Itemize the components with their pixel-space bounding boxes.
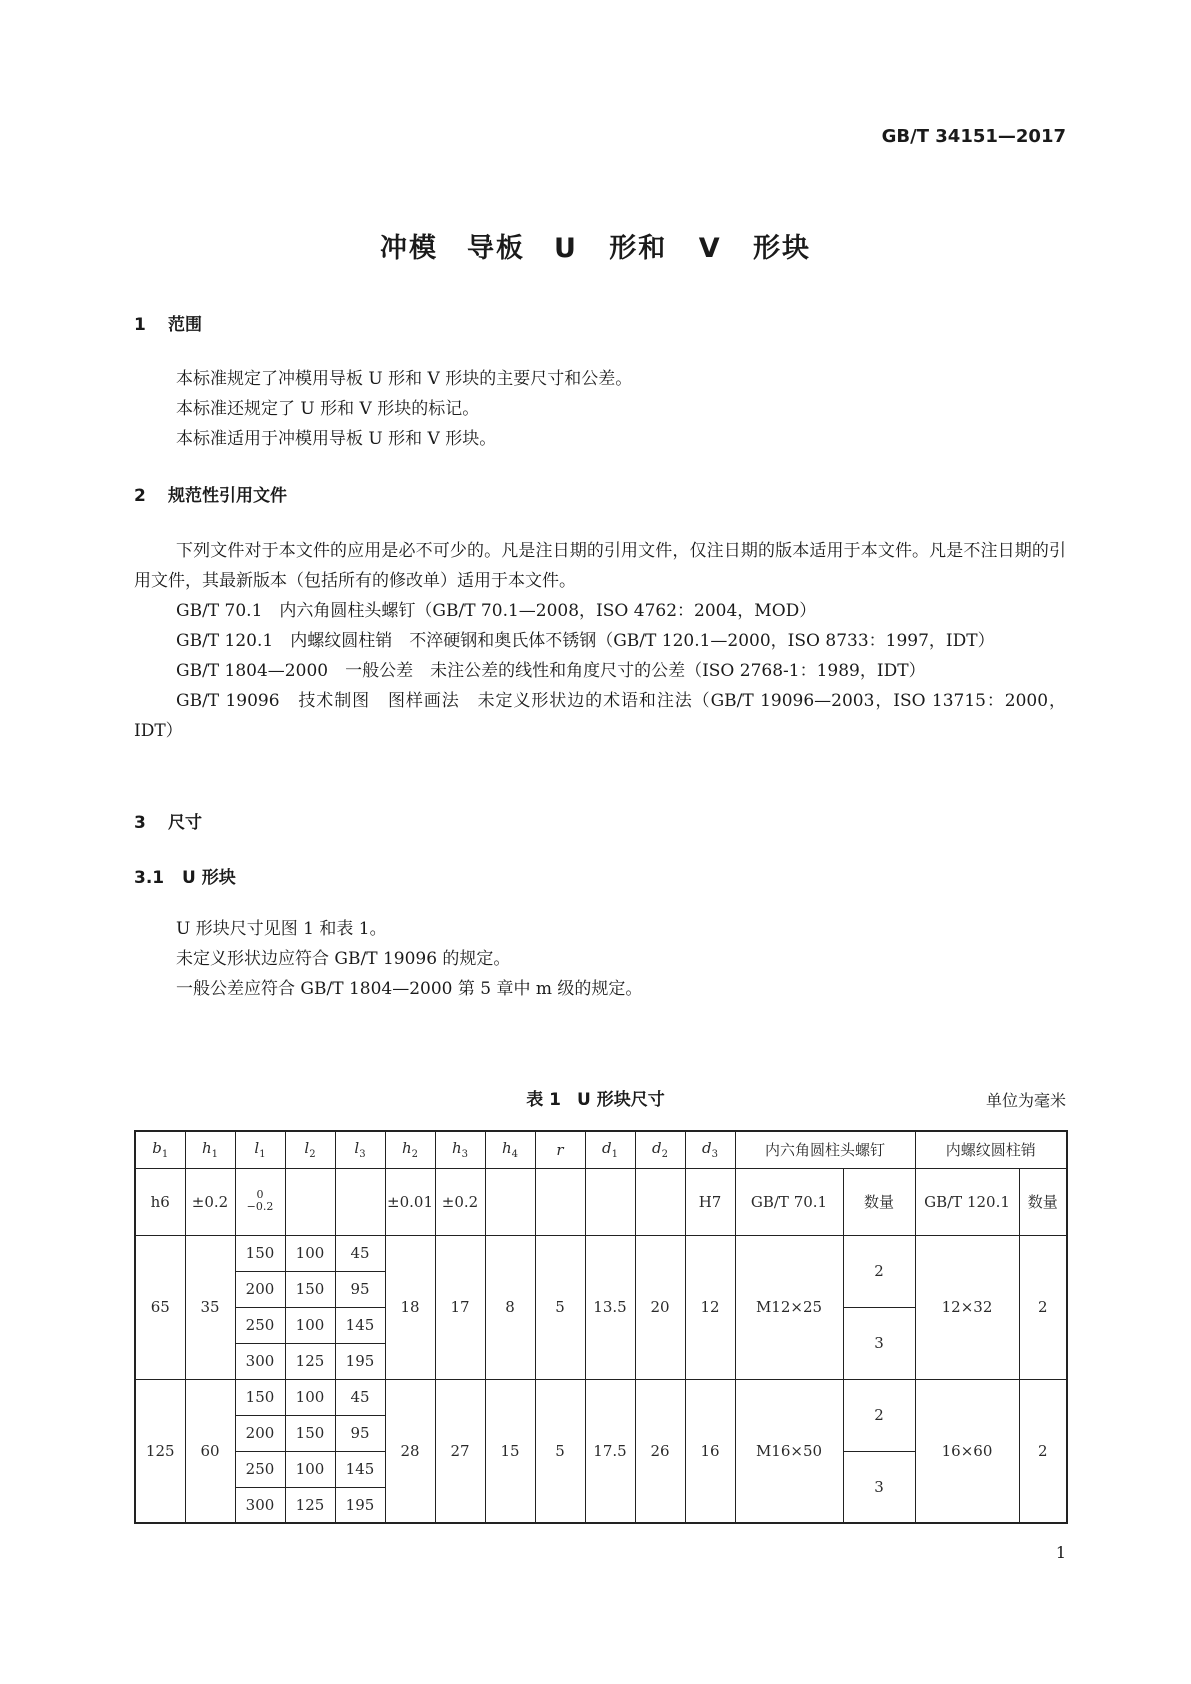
col-d3: $d_3$: [685, 1131, 735, 1168]
table-row: 250 100 145 3: [135, 1451, 1067, 1487]
tol-h2: ±0.01: [385, 1168, 435, 1235]
reference-item: GB/T 70.1 内六角圆柱头螺钉（GB/T 70.1—2008，ISO 4762：2004，MOD）: [176, 601, 817, 621]
table-header-row: [135, 1131, 1067, 1168]
section-title: U 形块: [182, 868, 236, 888]
tol-l2: [285, 1168, 335, 1235]
pin-quantity-header: 数量: [1019, 1168, 1067, 1235]
paragraph: U 形块尺寸见图 1 和表 1。: [176, 919, 387, 939]
reference-item: GB/T 120.1 内螺纹圆柱销 不淬硬钢和奥氏体不锈钢（GB/T 120.1—2000，ISO 8733：1997，IDT）: [176, 631, 995, 651]
col-r: r: [535, 1131, 585, 1168]
section-2-heading: [134, 481, 287, 506]
section-1-heading: [134, 310, 202, 335]
tol-h4: [485, 1168, 535, 1235]
tol-d3: H7: [685, 1168, 735, 1235]
section-number: 2: [134, 486, 146, 506]
table-row: 300 125 195: [135, 1487, 1067, 1523]
paragraph: 本标准规定了冲模用导板 U 形和 V 形块的主要尺寸和公差。: [176, 369, 633, 389]
group-pin-header: 内螺纹圆柱销: [915, 1131, 1067, 1168]
col-l2: $l_2$: [285, 1131, 335, 1168]
col-d2: $d_2$: [635, 1131, 685, 1168]
table-row: 65 35 150 100 45 18 17 8 5 13.5 20 12 M12×25 2 12×32 2: [135, 1235, 1067, 1271]
table-row: 200 150 95: [135, 1271, 1067, 1307]
table-row: 200 150 95: [135, 1415, 1067, 1451]
col-h3: $h_3$: [435, 1131, 485, 1168]
document-title: 冲模 导板 U 形和 V 形块: [379, 233, 812, 264]
col-h2: $h_2$: [385, 1131, 435, 1168]
paragraph: 本标准还规定了 U 形和 V 形块的标记。: [176, 399, 480, 419]
reference-item: GB/T 19096 技术制图 图样画法 未定义形状边的术语和注法（GB/T 19096—2003，ISO 13715：2000，IDT）: [134, 691, 1066, 741]
section-3-1-heading: [134, 863, 236, 888]
col-l3: $l_3$: [335, 1131, 385, 1168]
group-screw-header: 内六角圆柱头螺钉: [735, 1131, 915, 1168]
section-number: 3: [134, 813, 146, 833]
section-title: 尺寸: [168, 813, 202, 833]
table-row: 125 60 150 100 45 28 27 15 5 17.5 26 16 M16×50 2 16×60 2: [135, 1379, 1067, 1415]
page-number: 1: [1055, 1543, 1066, 1562]
screw-standard: GB/T 70.1: [735, 1168, 843, 1235]
tol-l3: [335, 1168, 385, 1235]
table-number: 表 1: [526, 1090, 561, 1110]
tol-l1: 0 −0.2: [235, 1168, 285, 1235]
section-title: 范围: [168, 315, 202, 335]
tol-d1: [585, 1168, 635, 1235]
col-l1: $l_1$: [235, 1131, 285, 1168]
tol-r: [535, 1168, 585, 1235]
section-1-body: [176, 364, 1066, 454]
section-title: 规范性引用文件: [168, 486, 287, 506]
reference-item: GB/T 1804—2000 一般公差 未注公差的线性和角度尺寸的公差（ISO 2768-1：1989，IDT）: [176, 661, 926, 681]
tol-h1: ±0.2: [185, 1168, 235, 1235]
dimension-table: [134, 1130, 1068, 1524]
table-tolerance-row: [135, 1168, 1067, 1235]
reference-list: [134, 596, 1066, 746]
tol-d2: [635, 1168, 685, 1235]
section-3-1-body: [176, 914, 1066, 1004]
section-2-intro: 下列文件对于本文件的应用是必不可少的。凡是注日期的引用文件，仅注日期的版本适用于本文件。凡是不注日期的引用文件，其最新版本（包括所有的修改单）适用于本文件。: [134, 541, 1066, 591]
screw-quantity-header: 数量: [843, 1168, 915, 1235]
standard-number: GB/T 34151—2017: [881, 126, 1066, 147]
paragraph: 一般公差应符合 GB/T 1804—2000 第 5 章中 m 级的规定。: [176, 979, 643, 999]
paragraph: 未定义形状边应符合 GB/T 19096 的规定。: [176, 949, 511, 969]
table-row: 300 125 195: [135, 1343, 1067, 1379]
col-h1: $h_1$: [185, 1131, 235, 1168]
table-row: 250 100 145 3: [135, 1307, 1067, 1343]
paragraph: 本标准适用于冲模用导板 U 形和 V 形块。: [176, 429, 497, 449]
table-unit: 单位为毫米: [985, 1091, 1066, 1110]
section-3-heading: [134, 808, 202, 833]
col-b1: $b_1$: [135, 1131, 185, 1168]
pin-standard: GB/T 120.1: [915, 1168, 1019, 1235]
tol-h3: ±0.2: [435, 1168, 485, 1235]
section-number: 1: [134, 315, 146, 335]
tol-b1: h6: [135, 1168, 185, 1235]
section-number: 3.1: [134, 868, 165, 888]
col-h4: $h_4$: [485, 1131, 535, 1168]
col-d1: $d_1$: [585, 1131, 635, 1168]
table-title: U 形块尺寸: [577, 1090, 665, 1110]
